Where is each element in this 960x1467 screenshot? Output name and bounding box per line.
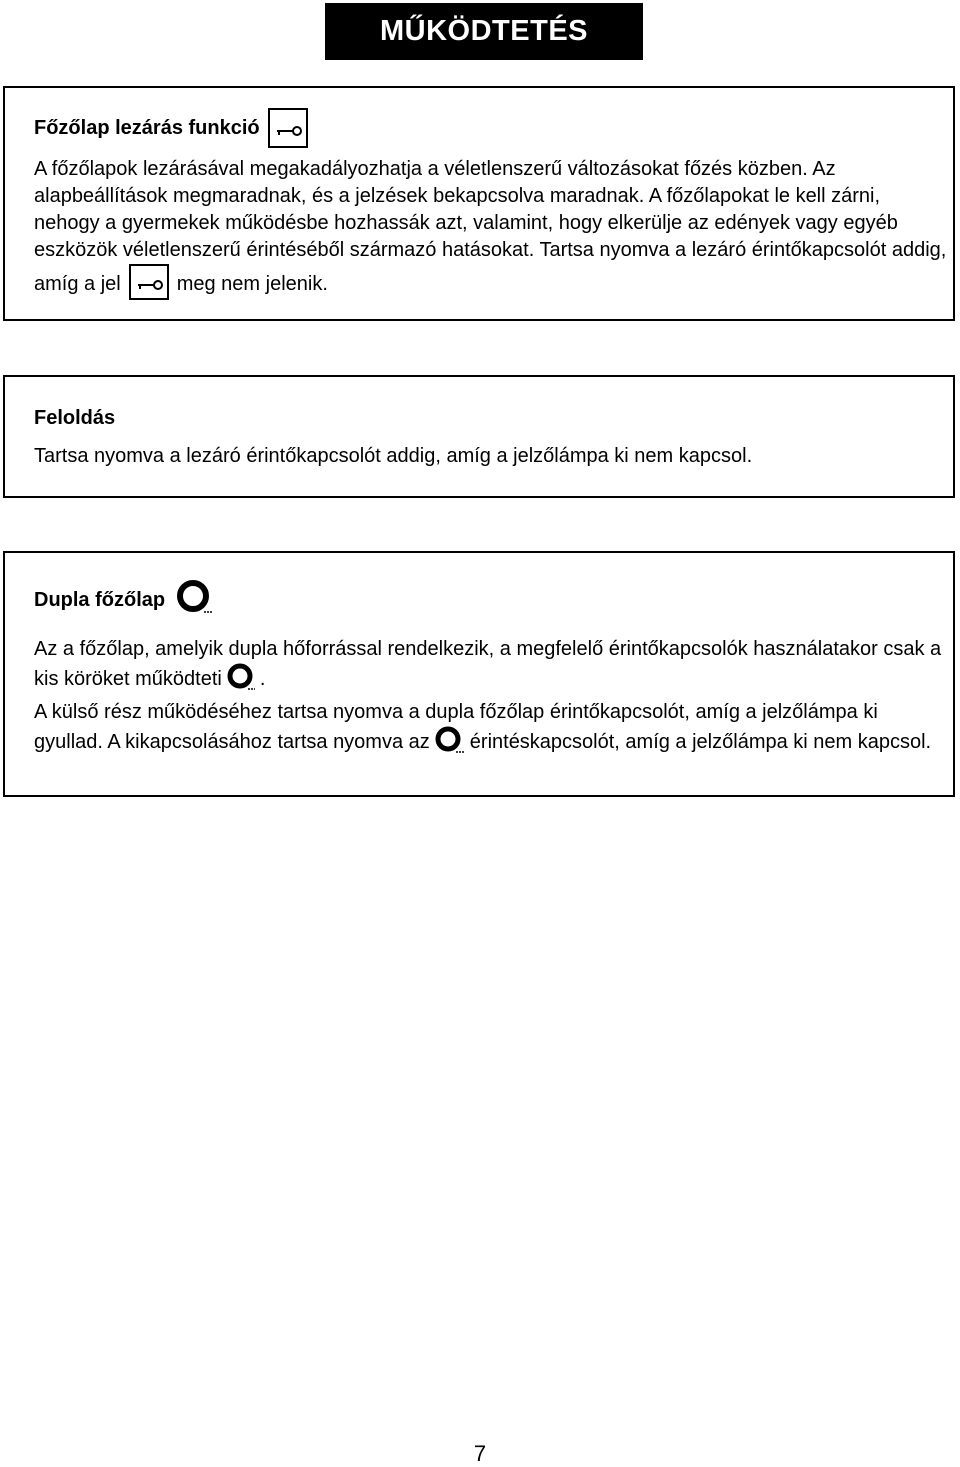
page-title: MŰKÖDTETÉS [325,3,643,60]
dual-zone-section [3,551,955,797]
dual-zone-ring-icon [434,726,466,762]
dual-text-line2-end: érintéskapcsolót, amíg a jelzőlámpa ki nem kapcsol. [469,731,932,753]
dual-text-line1: Az a főzőlap, amelyik dupla hőforrással rendelkezik, a megfelelő érintőkapcsolók használatakor csak a kis köröket működteti [34,638,942,690]
dual-section-heading [34,579,215,621]
dual-zone-ring-icon [175,579,215,621]
dual-text-line2: A külső rész működéséhez tartsa nyomva a dupla főzőlap érintőkapcsolót, amíg a jelzőlámpa ki gyullad. A kikapcsolásához tartsa nyomva az [34,701,878,753]
dual-heading-text: Dupla főzőlap [34,589,166,611]
dual-section-text [34,636,949,762]
key-icon [129,264,169,300]
lock-text-end: meg nem jelenik. [176,273,328,295]
lock-function-section [3,86,955,321]
page-number: 7 [473,1441,487,1466]
unlock-section-heading: Feloldás [34,407,116,429]
dual-zone-ring-icon [226,663,256,699]
lock-text-main: A főzőlapok lezárásával megakadályozhatja a véletlenszerű változásokat főzés közben. Az alapbeállítások megmaradnak, és a jelzések bekapcsolva maradnak. A főzőlapokat le kell zárni, nehogy a gyermekek működésbe hozhassák azt, valamint, hogy elkerülje az edények vagy egyéb eszközök véletlenszerű érintéséből származó hatásokat. Tartsa nyomva a lezáró érintőkapcsolót addig, amíg a jel [34,158,947,295]
lock-section-heading [34,108,308,148]
lock-section-text [34,156,949,300]
lock-heading-text: Főzőlap lezárás funkció [34,117,260,139]
unlock-section-text: Tartsa nyomva a lezáró érintőkapcsolót addig, amíg a jelzőlámpa ki nem kapcsol. [34,445,753,467]
dual-text-line1-end: . [259,668,266,690]
unlock-section [3,375,955,498]
key-icon [268,108,308,148]
